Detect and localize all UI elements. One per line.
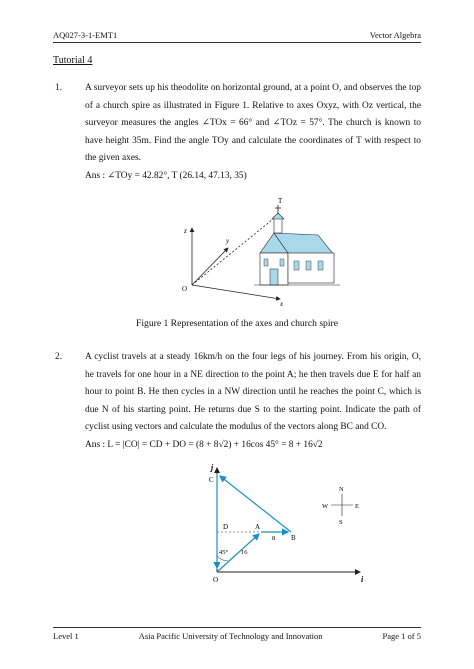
header-course-code: AQ027-3-1-EMT1 xyxy=(53,30,118,40)
y-axis xyxy=(192,248,228,285)
church xyxy=(254,205,340,285)
label-j: j xyxy=(211,463,214,472)
footer-rule xyxy=(53,627,421,628)
question-1-text: A surveyor sets up his theodolite on horizontal ground, at a point O, and observes the top of a church spire as illustrated in Figure 1. Relative to axes Oxyz, with Oz vertical, the surveyor measures the angles ∠TOx = 66° and ∠TOz = 57°. The church is known to have height 35m. Find the angle TOy and calculate the coordinates of T with respect to the given axes. xyxy=(85,83,421,163)
figure-2-cyclist-diagram xyxy=(195,460,375,585)
question-2-text: A cyclist travels at a steady 16km/h on the four legs of his journey. From his origin, O, he travels for one hour in a NE direction to the point A; he then travels due E for half an hour to point B. He then cycles in a NW direction until he reaches the point C, which is due N of his starting point. He returns due S to the starting point. Indicate the path of cyclist using vectors and calculate the modulus of the vectors along BC and CO. xyxy=(85,352,421,432)
page-header xyxy=(53,30,421,40)
label-z: z xyxy=(184,227,187,235)
label-d: D xyxy=(223,523,229,531)
header-topic: Vector Algebra xyxy=(369,30,421,40)
label-oa-length: 16 xyxy=(241,549,248,556)
question-2-number: 2. xyxy=(55,352,63,362)
question-2-answer: Ans : L = |CO| = CD + DO = (8 + 8√2) + 16cos 45° = 8 + 16√2 xyxy=(85,439,323,450)
tutorial-title: Tutorial 4 xyxy=(53,55,93,66)
footer-university: Asia Pacific University of Technology and Innovation xyxy=(138,631,323,641)
compass-n: N xyxy=(339,486,344,493)
label-ab-length: 8 xyxy=(272,535,276,542)
x-axis xyxy=(192,285,280,299)
label-angle: 45° xyxy=(219,549,229,556)
label-a: A xyxy=(255,523,261,531)
compass-rose xyxy=(331,494,353,516)
label-o2: O xyxy=(213,576,219,584)
compass-e: E xyxy=(355,503,359,510)
question-1 xyxy=(55,80,421,185)
compass-w: W xyxy=(322,503,329,510)
label-c: C xyxy=(209,476,214,484)
label-y: y xyxy=(226,237,230,245)
question-1-number: 1. xyxy=(55,83,63,93)
footer-level: Level 1 xyxy=(53,631,79,641)
footer-page-number: Page 1 of 5 xyxy=(382,631,421,641)
question-2 xyxy=(55,349,421,454)
angle-arc xyxy=(217,556,228,561)
compass-s: S xyxy=(339,519,343,526)
label-o: O xyxy=(182,285,188,293)
label-b: B xyxy=(291,534,296,542)
header-rule xyxy=(53,42,421,43)
question-1-answer: Ans : ∠TOy = 42.82°, T (26.14, 47.13, 35) xyxy=(85,170,247,181)
label-t: T xyxy=(278,197,283,205)
figure-1-caption: Figure 1 Representation of the axes and church spire xyxy=(136,318,338,329)
figure-1-church-diagram xyxy=(170,193,350,313)
page-footer xyxy=(53,631,421,641)
label-i: i xyxy=(361,575,364,584)
label-x: x xyxy=(280,300,284,308)
